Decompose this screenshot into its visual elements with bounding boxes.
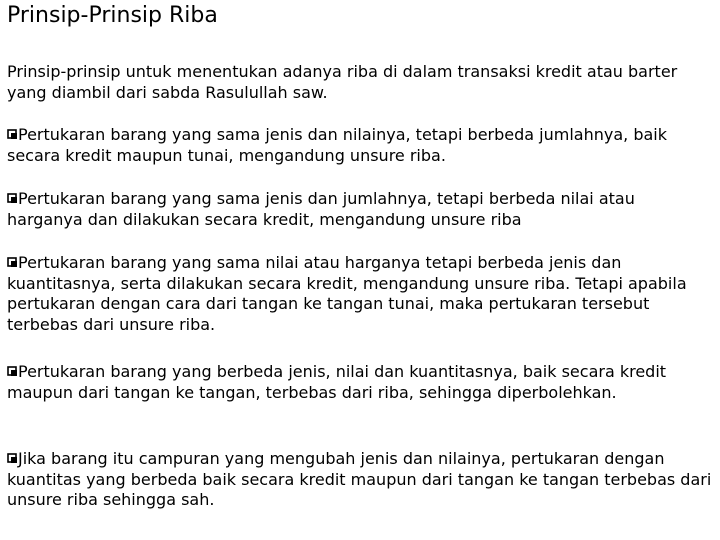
bullet-text: Pertukaran barang yang sama jenis dan nilainya, tetapi berbeda jumlahnya, baik secara kredit maupun tunai, mengandung unsure riba.: [7, 125, 667, 165]
checkbox-square-icon: [7, 366, 17, 378]
checkbox-square-icon: [7, 257, 17, 269]
bullet-item: [7, 362, 712, 403]
checkbox-square-icon: [7, 129, 17, 141]
bullet-item: [7, 449, 712, 511]
bullet-item: [7, 253, 712, 335]
intro-paragraph: Prinsip-prinsip untuk menentukan adanya riba di dalam transaksi kredit atau barter yang diambil dari sabda Rasulullah saw.: [7, 62, 678, 102]
bullet-text: Pertukaran barang yang sama jenis dan jumlahnya, tetapi berbeda nilai atau harganya dan dilakukan secara kredit, mengandung unsure riba: [7, 189, 635, 229]
slide-title: Prinsip-Prinsip Riba: [7, 3, 218, 28]
checkbox-square-icon: [7, 453, 17, 465]
bullet-text: Pertukaran barang yang sama nilai atau harganya tetapi berbeda jenis dan kuantitasnya, serta dilakukan secara kredit, mengandung unsure riba. Tetapi apabila pertukaran dengan cara dari tangan ke tangan tunai, maka pertukaran tersebut terbebas dari unsure riba.: [7, 253, 687, 334]
bullet-text: Jika barang itu campuran yang mengubah jenis dan nilainya, pertukaran dengan kuantitas yang berbeda baik secara kredit maupun dari tangan ke tangan terbebas dari unsure riba sehingga sah.: [7, 449, 712, 509]
bullet-item: [7, 125, 712, 166]
bullet-text: Pertukaran barang yang berbeda jenis, nilai dan kuantitasnya, baik secara kredit maupun dari tangan ke tangan, terbebas dari riba, sehingga diperbolehkan.: [7, 362, 667, 402]
bullet-item: [7, 189, 712, 230]
checkbox-square-icon: [7, 193, 17, 205]
